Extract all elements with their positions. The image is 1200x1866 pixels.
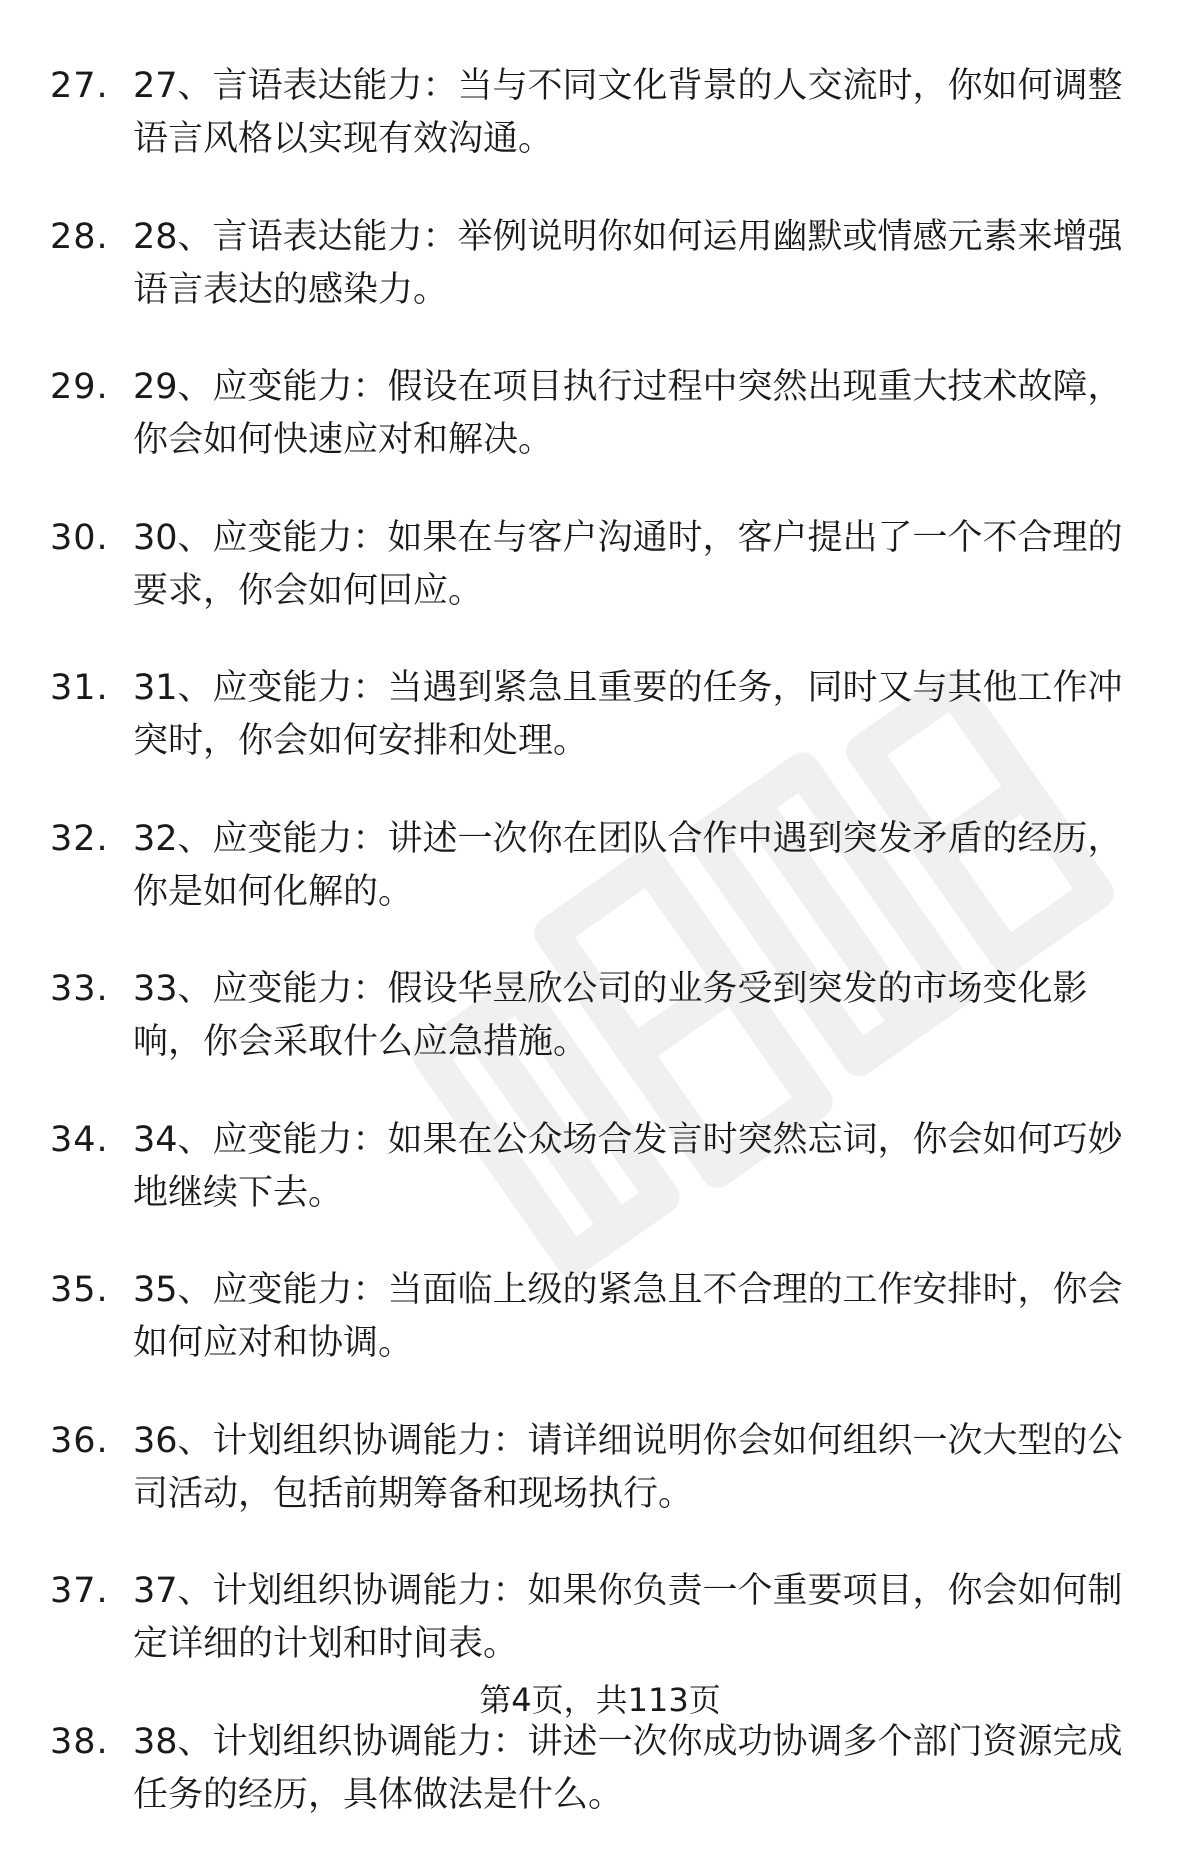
item-number: 34. — [50, 1119, 109, 1160]
item-text: 28、言语表达能力：举例说明你如何运用幽默或情感元素来增强语言表达的感染力。 — [133, 216, 1123, 310]
list-item — [50, 813, 1140, 919]
list-item — [50, 1415, 1140, 1521]
item-text: 27、言语表达能力：当与不同文化背景的人交流时，你如何调整语言风格以实现有效沟通。 — [133, 66, 1123, 159]
item-text: 33、应变能力：假设华昱欣公司的业务受到突发的市场变化影响，你会采取什么应急措施。 — [133, 969, 1088, 1062]
list-item — [50, 1114, 1140, 1220]
item-number: 33. — [50, 969, 109, 1009]
item-text: 31、应变能力：当遇到紧急且重要的任务，同时又与其他工作冲突时，你会如何安排和处理。 — [133, 668, 1123, 761]
list-item — [50, 512, 1140, 618]
list-item — [50, 211, 1140, 317]
list-item — [50, 1565, 1140, 1671]
item-text: 35、应变能力：当面临上级的紧急且不合理的工作安排时，你会如何应对和协调。 — [133, 1270, 1123, 1363]
list-item — [50, 963, 1140, 1069]
item-text: 32、应变能力：讲述一次你在团队合作中遇到突发矛盾的经历，你是如何化解的。 — [133, 818, 1123, 912]
item-number: 38. — [50, 1721, 109, 1762]
item-number: 30. — [50, 517, 109, 558]
list-item — [50, 60, 1140, 166]
item-text: 37、计划组织协调能力：如果你负责一个重要项目，你会如何制定详细的计划和时间表。 — [133, 1571, 1123, 1664]
item-number: 35. — [50, 1270, 109, 1310]
question-list — [50, 60, 1140, 1866]
item-text: 36、计划组织协调能力：请详细说明你会如何组织一次大型的公司活动，包括前期筹备和现场执行。 — [133, 1420, 1123, 1514]
item-text: 38、计划组织协调能力：讲述一次你成功协调多个部门资源完成任务的经历，具体做法是什么。 — [133, 1721, 1123, 1815]
item-text: 34、应变能力：如果在公众场合发言时突然忘词，你会如何巧妙地继续下去。 — [133, 1119, 1123, 1213]
item-number: 28. — [50, 216, 109, 257]
item-number: 32. — [50, 818, 109, 859]
list-item — [50, 1716, 1140, 1822]
item-number: 37. — [50, 1571, 109, 1611]
item-number: 27. — [50, 66, 109, 106]
page-number-footer: 第4页，共113页 — [479, 1681, 721, 1719]
list-item — [50, 662, 1140, 768]
list-item — [50, 1264, 1140, 1370]
item-number: 29. — [50, 367, 109, 407]
item-text: 29、应变能力：假设在项目执行过程中突然出现重大技术故障，你会如何快速应对和解决。 — [133, 367, 1123, 460]
item-number: 36. — [50, 1420, 109, 1461]
list-item — [50, 361, 1140, 467]
item-text: 30、应变能力：如果在与客户沟通时，客户提出了一个不合理的要求，你会如何回应。 — [133, 517, 1123, 611]
item-number: 31. — [50, 668, 109, 708]
